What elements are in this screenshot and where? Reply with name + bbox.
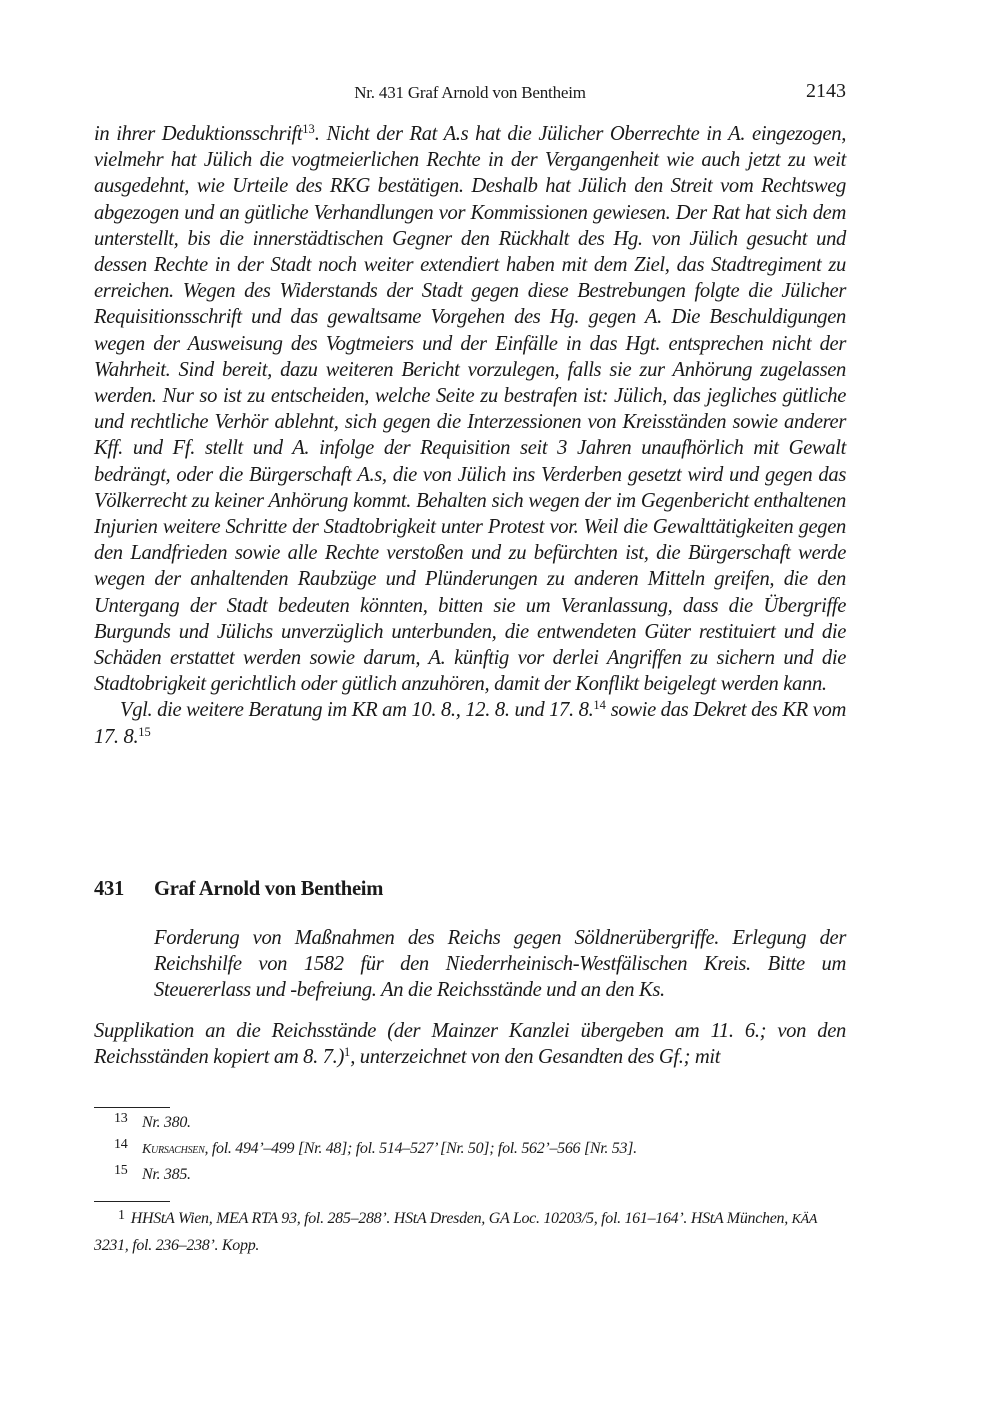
text-span: Vgl. die weitere Beratung im KR am 10. 8., 12. 8. und 17. 8. xyxy=(120,699,594,722)
footnote-ref-13[interactable]: 13 xyxy=(302,122,315,136)
footnote-14 xyxy=(94,1136,846,1163)
text-span: . Nicht der Rat A.s hat die Jülicher Oberrechte in A. eingezogen, vielmehr hat Jülich die vogtmeierlichen Rechte in der Vergangenheit wie auch jetzt zu weit ausgedehnt, wie Urteile des RKG bestätigen. Deshalb hat Jülich den Streit vom Rechtsweg abgezogen und an gütliche Verhandlungen vor Kommissionen gewiesen. Der Rat hat sich dem unterstellt, bis die innerstädtischen Gegner den Rückhalt des Hg. von Jülich gesucht und dessen Rechte in der Stadt noch weiter extendiert haben mit dem Ziel, das Stadtregiment zu erreichen. Wegen des Widerstands der Stadt gegen diese Bestrebungen folgte die Jülicher Requisitionsschrift und das gewaltsame Vorgehen des Hg. gegen A. Die Beschuldigungen wegen der Ausweisung des Vogtmeiers und der Einfälle in das Hgt. entsprechen nicht der Wahrheit. Sind bereit, dazu weiteren Bericht vorzulegen, falls sie zur Anhörung zugelassen werden. Nur so ist zu entscheiden, welche Seite zu bestrafen ist: Jülich, das jegliches gütliche und rechtliche Verhör ablehnt, sich gegen die Interzessionen von Kreisständen sowie anderer Kff. und Ff. stellt und A. infolge der Requisition seit 3 Jahren unaufhörlich mit Gewalt bedrängt, oder die Bürgerschaft A.s, die von Jülich ins Verderben gesetzt wird und gegen das Völkerrecht zu keiner Anhörung kommt. Behalten sich wegen der im Gegenbericht enthaltenen Injurien weitere Schritte der Stadtobrigkeit unter Protest vor. Weil die Gewalttätigkeiten gegen den Landfrieden sowie alle Rechte verstoßen und zu befürchten ist, die Bürgerschaft werde wegen der anhaltenden Raubzüge und Plünderungen zu anderen Mitteln greifen, die den Untergang der Stadt bedeuten könnten, bitten sie um Veranlassung, dass die Übergriffe Burgunds und Jülichs unverzüglich unterbunden, die entwendeten Güter restituiert und die Schäden erstattet werden sowie darum, A. künftig vor derlei Angriffen zu sichern und die Stadtobrigkeit gerichtlich oder gütlich anzuhören, damit der Konflikt beigelegt werden kann. xyxy=(94,123,846,696)
text-span: in ihrer Deduktionsschrift xyxy=(94,123,303,145)
footnote-1 xyxy=(94,1206,846,1258)
running-title: Nr. 431 Graf Arnold von Bentheim xyxy=(354,83,586,102)
footnote-text: 3231, fol. 236–238’. Kopp. xyxy=(94,1236,260,1254)
text-span: , unterzeichnet von den Gesandten des Gf.; mit xyxy=(350,1046,721,1069)
footnote-number: 13 xyxy=(114,1111,128,1126)
footnote-divider xyxy=(94,1107,170,1108)
source-intro xyxy=(94,1018,846,1070)
main-text-block xyxy=(94,121,846,750)
running-head xyxy=(94,80,846,106)
footnote-text: HHStA Wien, MEA RTA 93, fol. 285–288’. HStA Dresden, GA Loc. 10203/5, fol. 161–164’. HStA München, xyxy=(130,1210,792,1227)
footnote-divider xyxy=(94,1201,170,1202)
entry-title: Graf Arnold von Bentheim xyxy=(154,878,384,900)
entry-heading xyxy=(94,878,383,901)
paragraph-cross-reference xyxy=(94,697,846,749)
archive-siglum: Kursachsen xyxy=(142,1141,205,1157)
page-number: 2143 xyxy=(806,80,846,102)
paragraph-summary-continued xyxy=(94,121,846,697)
footnotes-entry-431 xyxy=(94,1206,846,1258)
footnote-number: 1 xyxy=(118,1208,125,1223)
footnote-13 xyxy=(94,1110,846,1136)
footnote-ref-1[interactable]: 1 xyxy=(343,1045,351,1060)
text-span: sowie das Dekret des KR vom 17. 8. xyxy=(94,699,846,748)
footnote-text: , fol. 494’–499 [Nr. 48]; fol. 514–527’ [Nr. 50]; fol. 562’–566 [Nr. 53]. xyxy=(204,1139,637,1157)
entry-number: 431 xyxy=(94,878,124,900)
footnote-ref-14[interactable]: 14 xyxy=(593,698,606,713)
footnote-ref-15[interactable]: 15 xyxy=(138,724,151,739)
text-span: Supplikation an die Reichsstände (der Mainzer Kanzlei übergeben am 11. 6.; von den Reichsständen kopiert am 8. 7.) xyxy=(94,1020,846,1069)
footnote-15 xyxy=(94,1162,846,1188)
footnote-number: 14 xyxy=(114,1136,128,1152)
footnotes-previous-entry xyxy=(94,1110,846,1188)
footnote-number: 15 xyxy=(114,1163,128,1178)
archive-siglum: KÄA xyxy=(791,1212,818,1227)
footnote-text: Nr. 385. xyxy=(142,1166,191,1183)
source-intro-text xyxy=(94,1018,846,1070)
footnote-text: Nr. 380. xyxy=(142,1114,191,1131)
entry-summary xyxy=(154,925,846,1004)
summary-text: Forderung von Maßnahmen des Reichs gegen Söldnerübergriffe. Erlegung der Reichshilfe von 1582 für den Niederrheinisch-Westfälischen Kreis. Bitte um Steuererlass und -befreiung. An die Reichsstände und an den Ks. xyxy=(154,927,846,1002)
